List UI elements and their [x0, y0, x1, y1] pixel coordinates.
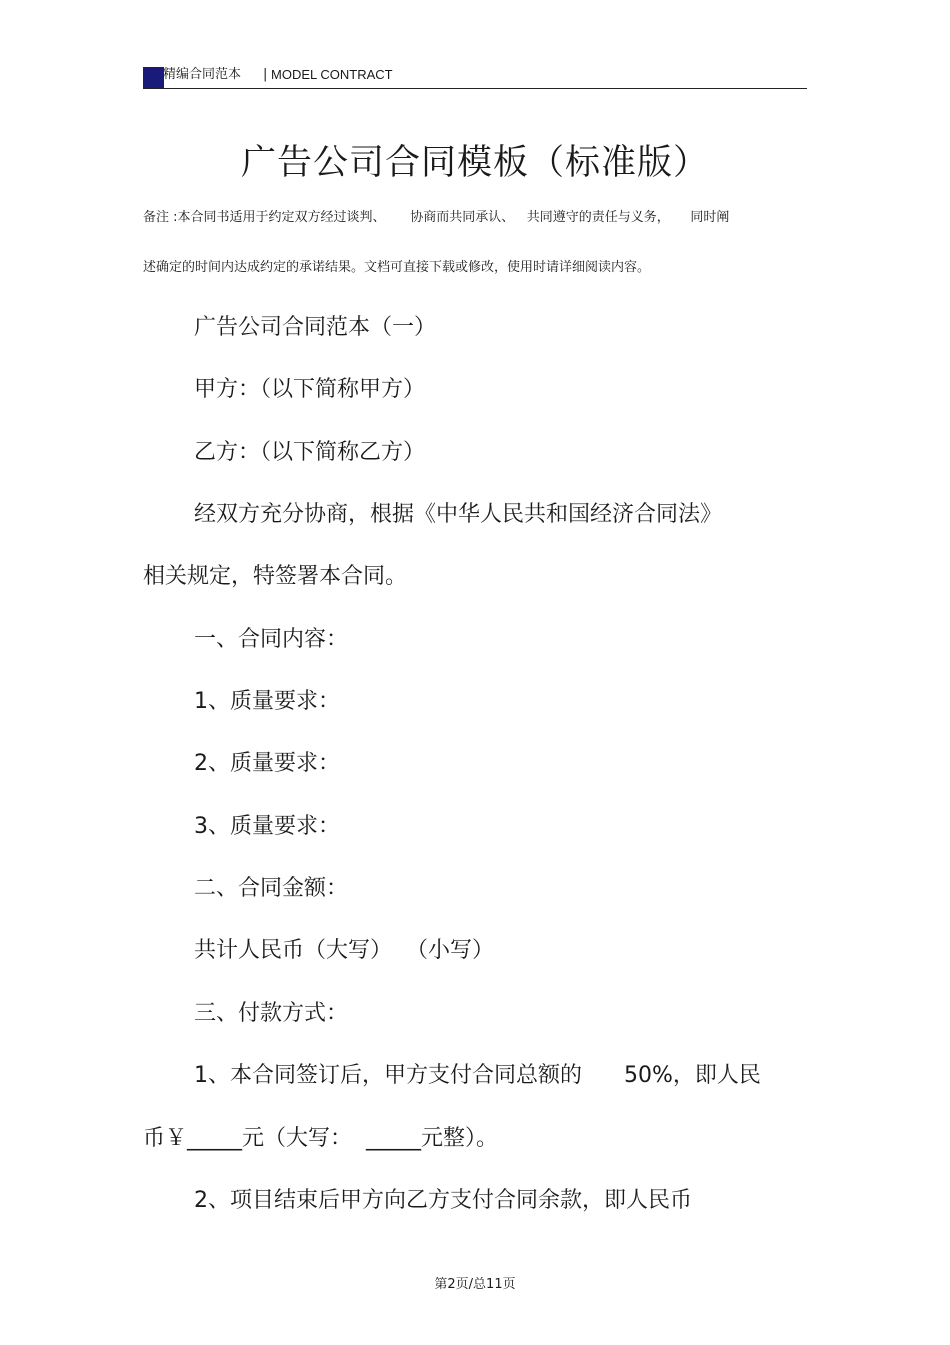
party-b-line: 乙方：（以下简称乙方） — [194, 440, 426, 465]
contract-subtitle: 广告公司合同范本（一） — [194, 315, 437, 340]
header-cn-label: 精编合同范本 — [163, 67, 242, 82]
amount-line: 共计人民币（大写） （小写） — [194, 938, 494, 963]
header-logo-square — [143, 67, 164, 88]
header-rule — [143, 88, 807, 89]
page-header — [143, 64, 807, 88]
section-1-heading: 一、合同内容： — [194, 627, 349, 652]
party-a-line: 甲方：（以下简称甲方） — [194, 377, 426, 402]
payment-item-1-line-2: 币￥_____元（大写： _____元整）。 — [143, 1126, 498, 1151]
quality-item-2: 2、质量要求： — [194, 751, 340, 776]
header-en-label: MODEL CONTRACT — [271, 67, 393, 82]
note-line-1: 备注 :本合同书适用于约定双方经过谈判、 协商而共同承认、 共同遵守的责任与义务， 同时阐 — [143, 210, 730, 225]
page-number: 第2页/总11页 — [434, 1277, 516, 1292]
quality-item-3: 3、质量要求： — [194, 814, 340, 839]
quality-item-1: 1、质量要求： — [194, 689, 340, 714]
payment-item-1-line-1: 1、本合同签订后，甲方支付合同总额的 50%，即人民 — [194, 1063, 761, 1088]
preamble-line-1: 经双方充分协商，根据《中华人民共和国经济合同法》 — [194, 502, 723, 527]
document-title: 广告公司合同模板（标准版） — [240, 143, 709, 183]
preamble-line-2: 相关规定，特签署本合同。 — [143, 564, 408, 589]
section-2-heading: 二、合同金额： — [194, 876, 349, 901]
header-separator: | — [263, 67, 268, 82]
note-line-2: 述确定的时间内达成约定的承诺结果。文档可直接下载或修改，使用时请详细阅读内容。 — [143, 260, 651, 275]
payment-item-2-line-1: 2、项目结束后甲方向乙方支付合同余款，即人民币 — [194, 1188, 692, 1213]
section-3-heading: 三、付款方式： — [194, 1001, 349, 1026]
